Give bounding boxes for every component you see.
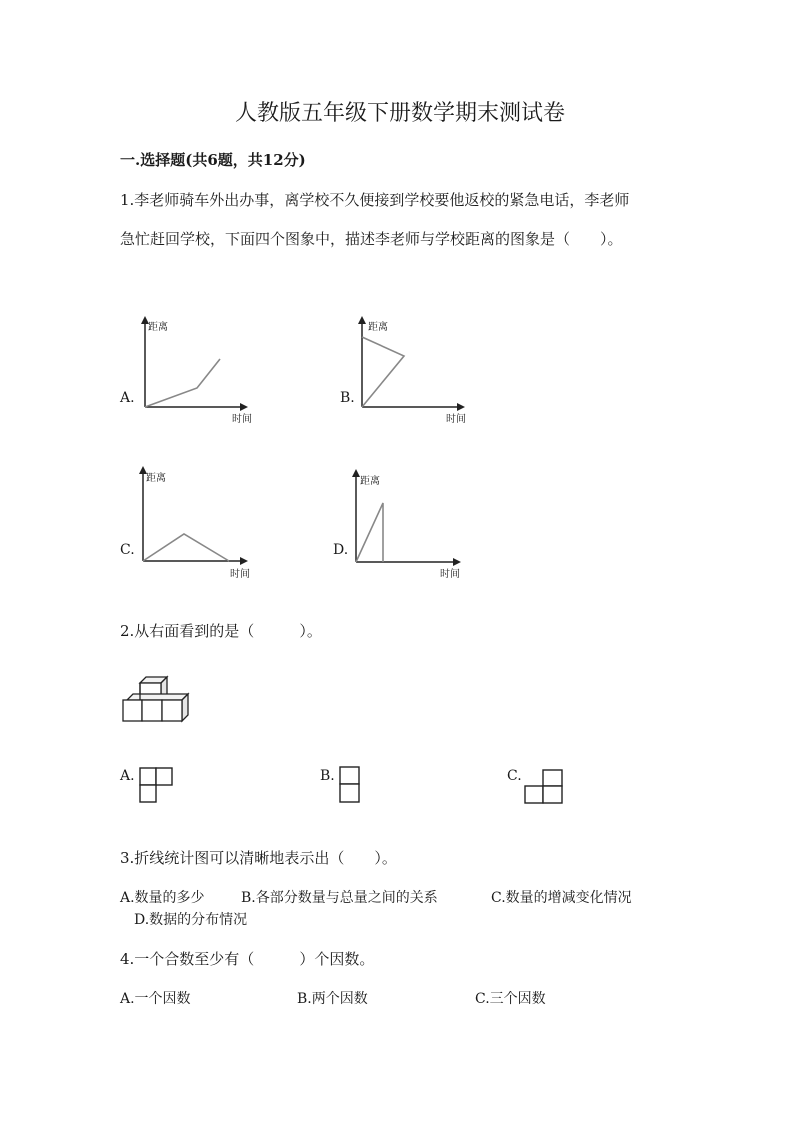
- q2-option-c-label[interactable]: C.: [507, 768, 522, 784]
- graph-a-line: [145, 359, 220, 407]
- graph-c-x-label: 时间: [230, 569, 250, 580]
- q2-option-a-shape: [140, 768, 172, 802]
- section-heading: 一.选择题(共6题，共12分): [120, 151, 306, 169]
- q1-option-a-label[interactable]: A.: [120, 390, 135, 406]
- graph-d-line: [356, 503, 383, 562]
- q1-option-c-label[interactable]: C.: [120, 542, 135, 558]
- q2-option-b-shape: [340, 767, 359, 802]
- q3-option-a[interactable]: A.数量的多少: [120, 890, 205, 906]
- cube-figure: [123, 677, 188, 721]
- q1-option-b-label[interactable]: B.: [340, 390, 355, 406]
- graph-c: [143, 468, 246, 561]
- q1-line-1: 1.李老师骑车外出办事，离学校不久便接到学校要他返校的紧急电话，李老师: [120, 191, 630, 209]
- q4-option-b[interactable]: B.两个因数: [297, 991, 368, 1007]
- graph-b: [362, 318, 463, 407]
- graph-d: [356, 471, 459, 562]
- q3-text: 3.折线统计图可以清晰地表示出（ ）。: [120, 849, 397, 867]
- q4-text: 4.一个合数至少有（ ）个因数。: [120, 950, 375, 968]
- q3-option-d[interactable]: D.数据的分布情况: [134, 912, 248, 928]
- graph-d-x-label: 时间: [440, 569, 460, 580]
- q1-line-2: 急忙赶回学校，下面四个图象中，描述李老师与学校距离的图象是（ ）。: [120, 230, 623, 248]
- q3-option-c[interactable]: C.数量的增减变化情况: [491, 890, 632, 906]
- page-title: 人教版五年级下册数学期末测试卷: [234, 101, 565, 126]
- graph-c-line: [143, 534, 229, 561]
- q4-option-a[interactable]: A.一个因数: [120, 991, 191, 1007]
- graph-a-y-label: 距离: [148, 322, 168, 333]
- q2-text: 2.从右面看到的是（ ）。: [120, 622, 322, 640]
- graph-b-line: [362, 337, 404, 407]
- graph-b-y-label: 距离: [368, 322, 388, 333]
- q2-option-a-label[interactable]: A.: [120, 768, 135, 784]
- q4-option-c[interactable]: C.三个因数: [475, 991, 546, 1007]
- q3-option-b[interactable]: B.各部分数量与总量之间的关系: [241, 890, 438, 906]
- graph-d-y-label: 距离: [360, 476, 380, 487]
- graph-a: [145, 318, 246, 407]
- graph-b-x-label: 时间: [446, 414, 466, 425]
- q2-option-b-label[interactable]: B.: [320, 768, 335, 784]
- q1-option-d-label[interactable]: D.: [333, 542, 349, 558]
- q2-option-c-shape: [525, 770, 562, 803]
- graph-a-x-label: 时间: [232, 414, 252, 425]
- graph-c-y-label: 距离: [146, 473, 166, 484]
